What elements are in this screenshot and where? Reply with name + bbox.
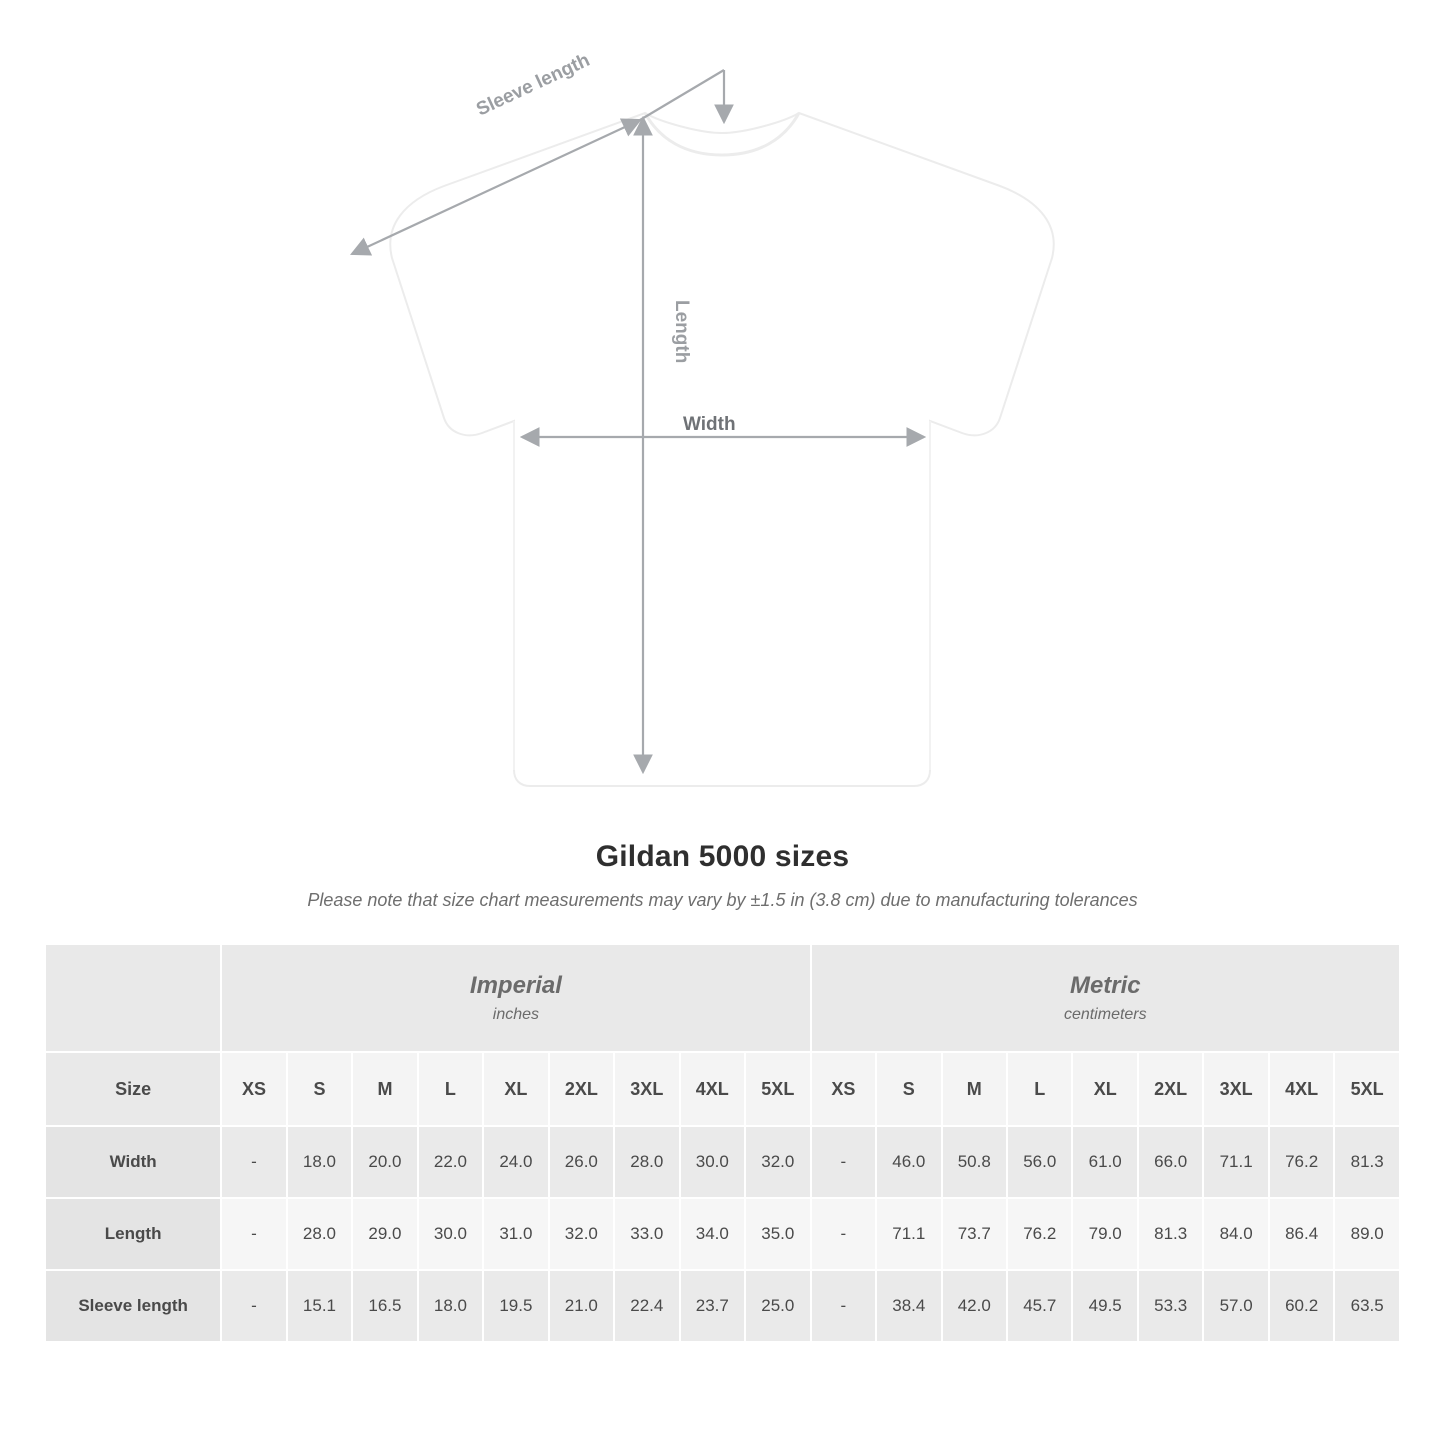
- cell-width-imperial-xl: 24.0: [483, 1126, 548, 1198]
- size-header-metric-l: L: [1007, 1052, 1072, 1126]
- cell-width-metric-2xl: 66.0: [1138, 1126, 1203, 1198]
- row-label-width: Width: [45, 1126, 221, 1198]
- length-label: Length: [671, 300, 692, 364]
- row-label-length: Length: [45, 1198, 221, 1270]
- cell-sleeve-imperial-m: 16.5: [352, 1270, 417, 1342]
- cell-length-metric-xl: 79.0: [1072, 1198, 1137, 1270]
- unit-imperial-name: Imperial: [469, 972, 562, 1000]
- table-row: [45, 1270, 1400, 1342]
- table-row: [45, 1198, 1400, 1270]
- tolerance-note: Please note that size chart measurements may vary by ±1.5 in (3.8 cm) due to manufacturing tolerances: [307, 890, 1138, 910]
- cell-width-metric-5xl: 81.3: [1334, 1126, 1400, 1198]
- cell-length-metric-2xl: 81.3: [1138, 1198, 1203, 1270]
- cell-width-metric-3xl: 71.1: [1203, 1126, 1268, 1198]
- unit-header-spacer: [45, 944, 221, 1052]
- cell-sleeve-imperial-l: 18.0: [418, 1270, 483, 1342]
- size-header-imperial-l: L: [418, 1052, 483, 1126]
- cell-length-imperial-5xl: 35.0: [745, 1198, 811, 1270]
- cell-length-metric-5xl: 89.0: [1334, 1198, 1400, 1270]
- cell-length-metric-l: 76.2: [1007, 1198, 1072, 1270]
- width-label: Width: [683, 414, 736, 435]
- cell-length-imperial-xs: -: [221, 1198, 286, 1270]
- cell-sleeve-imperial-3xl: 22.4: [614, 1270, 679, 1342]
- cell-sleeve-imperial-4xl: 23.7: [680, 1270, 745, 1342]
- size-header-imperial-xs: XS: [221, 1052, 286, 1126]
- tshirt-shape: [390, 113, 1053, 786]
- cell-sleeve-metric-s: 38.4: [876, 1270, 941, 1342]
- cell-sleeve-imperial-s: 15.1: [287, 1270, 352, 1342]
- cell-length-imperial-s: 28.0: [287, 1198, 352, 1270]
- cell-sleeve-metric-m: 42.0: [942, 1270, 1007, 1342]
- unit-header-row: [45, 944, 1400, 1052]
- size-header-metric-xl: XL: [1072, 1052, 1137, 1126]
- size-header-imperial-s: S: [287, 1052, 352, 1126]
- cell-length-metric-4xl: 86.4: [1269, 1198, 1334, 1270]
- cell-width-imperial-2xl: 26.0: [549, 1126, 614, 1198]
- cell-length-imperial-xl: 31.0: [483, 1198, 548, 1270]
- cell-sleeve-metric-l: 45.7: [1007, 1270, 1072, 1342]
- size-header-metric-m: M: [942, 1052, 1007, 1126]
- cell-sleeve-metric-5xl: 63.5: [1334, 1270, 1400, 1342]
- cell-width-imperial-5xl: 32.0: [745, 1126, 811, 1198]
- cell-sleeve-imperial-2xl: 21.0: [549, 1270, 614, 1342]
- size-header-imperial-2xl: 2XL: [549, 1052, 614, 1126]
- cell-sleeve-metric-2xl: 53.3: [1138, 1270, 1203, 1342]
- cell-width-metric-m: 50.8: [942, 1126, 1007, 1198]
- cell-sleeve-imperial-5xl: 25.0: [745, 1270, 811, 1342]
- cell-width-metric-xs: -: [811, 1126, 876, 1198]
- cell-width-metric-4xl: 76.2: [1269, 1126, 1334, 1198]
- cell-sleeve-metric-4xl: 60.2: [1269, 1270, 1334, 1342]
- unit-imperial-sub: inches: [492, 1005, 540, 1023]
- cell-length-imperial-l: 30.0: [418, 1198, 483, 1270]
- size-header-metric-s: S: [876, 1052, 941, 1126]
- unit-metric-name: Metric: [1069, 972, 1141, 1000]
- title-block: [0, 840, 1445, 911]
- cell-width-imperial-3xl: 28.0: [614, 1126, 679, 1198]
- cell-length-metric-3xl: 84.0: [1203, 1198, 1268, 1270]
- size-header-metric-5xl: 5XL: [1334, 1052, 1400, 1126]
- cell-width-imperial-4xl: 30.0: [680, 1126, 745, 1198]
- size-header-metric-2xl: 2XL: [1138, 1052, 1203, 1126]
- size-chart-table: [44, 943, 1401, 1343]
- unit-header-metric: [811, 944, 1400, 1052]
- cell-width-imperial-s: 18.0: [287, 1126, 352, 1198]
- size-header-label: Size: [45, 1052, 221, 1126]
- cell-width-imperial-m: 20.0: [352, 1126, 417, 1198]
- unit-header-imperial: [221, 944, 810, 1052]
- cell-sleeve-imperial-xl: 19.5: [483, 1270, 548, 1342]
- cell-width-metric-s: 46.0: [876, 1126, 941, 1198]
- size-header-metric-xs: XS: [811, 1052, 876, 1126]
- size-header-metric-4xl: 4XL: [1269, 1052, 1334, 1126]
- cell-width-imperial-xs: -: [221, 1126, 286, 1198]
- cell-width-imperial-l: 22.0: [418, 1126, 483, 1198]
- table-row: [45, 1126, 1400, 1198]
- size-header-imperial-xl: XL: [483, 1052, 548, 1126]
- cell-length-imperial-m: 29.0: [352, 1198, 417, 1270]
- cell-length-metric-xs: -: [811, 1198, 876, 1270]
- cell-sleeve-metric-xs: -: [811, 1270, 876, 1342]
- cell-length-imperial-3xl: 33.0: [614, 1198, 679, 1270]
- unit-metric-sub: centimeters: [1063, 1005, 1147, 1023]
- cell-length-metric-s: 71.1: [876, 1198, 941, 1270]
- row-label-sleeve-length: Sleeve length: [45, 1270, 221, 1342]
- size-header-imperial-m: M: [352, 1052, 417, 1126]
- size-header-imperial-4xl: 4XL: [680, 1052, 745, 1126]
- size-chart-table-wrap: [44, 943, 1401, 1343]
- cell-sleeve-metric-3xl: 57.0: [1203, 1270, 1268, 1342]
- cell-width-metric-l: 56.0: [1007, 1126, 1072, 1198]
- cell-width-metric-xl: 61.0: [1072, 1126, 1137, 1198]
- sleeve-length-label: Sleeve length: [473, 49, 594, 121]
- size-header-imperial-5xl: 5XL: [745, 1052, 811, 1126]
- size-header-row: [45, 1052, 1400, 1126]
- cell-sleeve-imperial-xs: -: [221, 1270, 286, 1342]
- page-title: Gildan 5000 sizes: [595, 840, 850, 873]
- cell-length-metric-m: 73.7: [942, 1198, 1007, 1270]
- cell-length-imperial-4xl: 34.0: [680, 1198, 745, 1270]
- cell-length-imperial-2xl: 32.0: [549, 1198, 614, 1270]
- cell-sleeve-metric-xl: 49.5: [1072, 1270, 1137, 1342]
- size-header-metric-3xl: 3XL: [1203, 1052, 1268, 1126]
- size-header-imperial-3xl: 3XL: [614, 1052, 679, 1126]
